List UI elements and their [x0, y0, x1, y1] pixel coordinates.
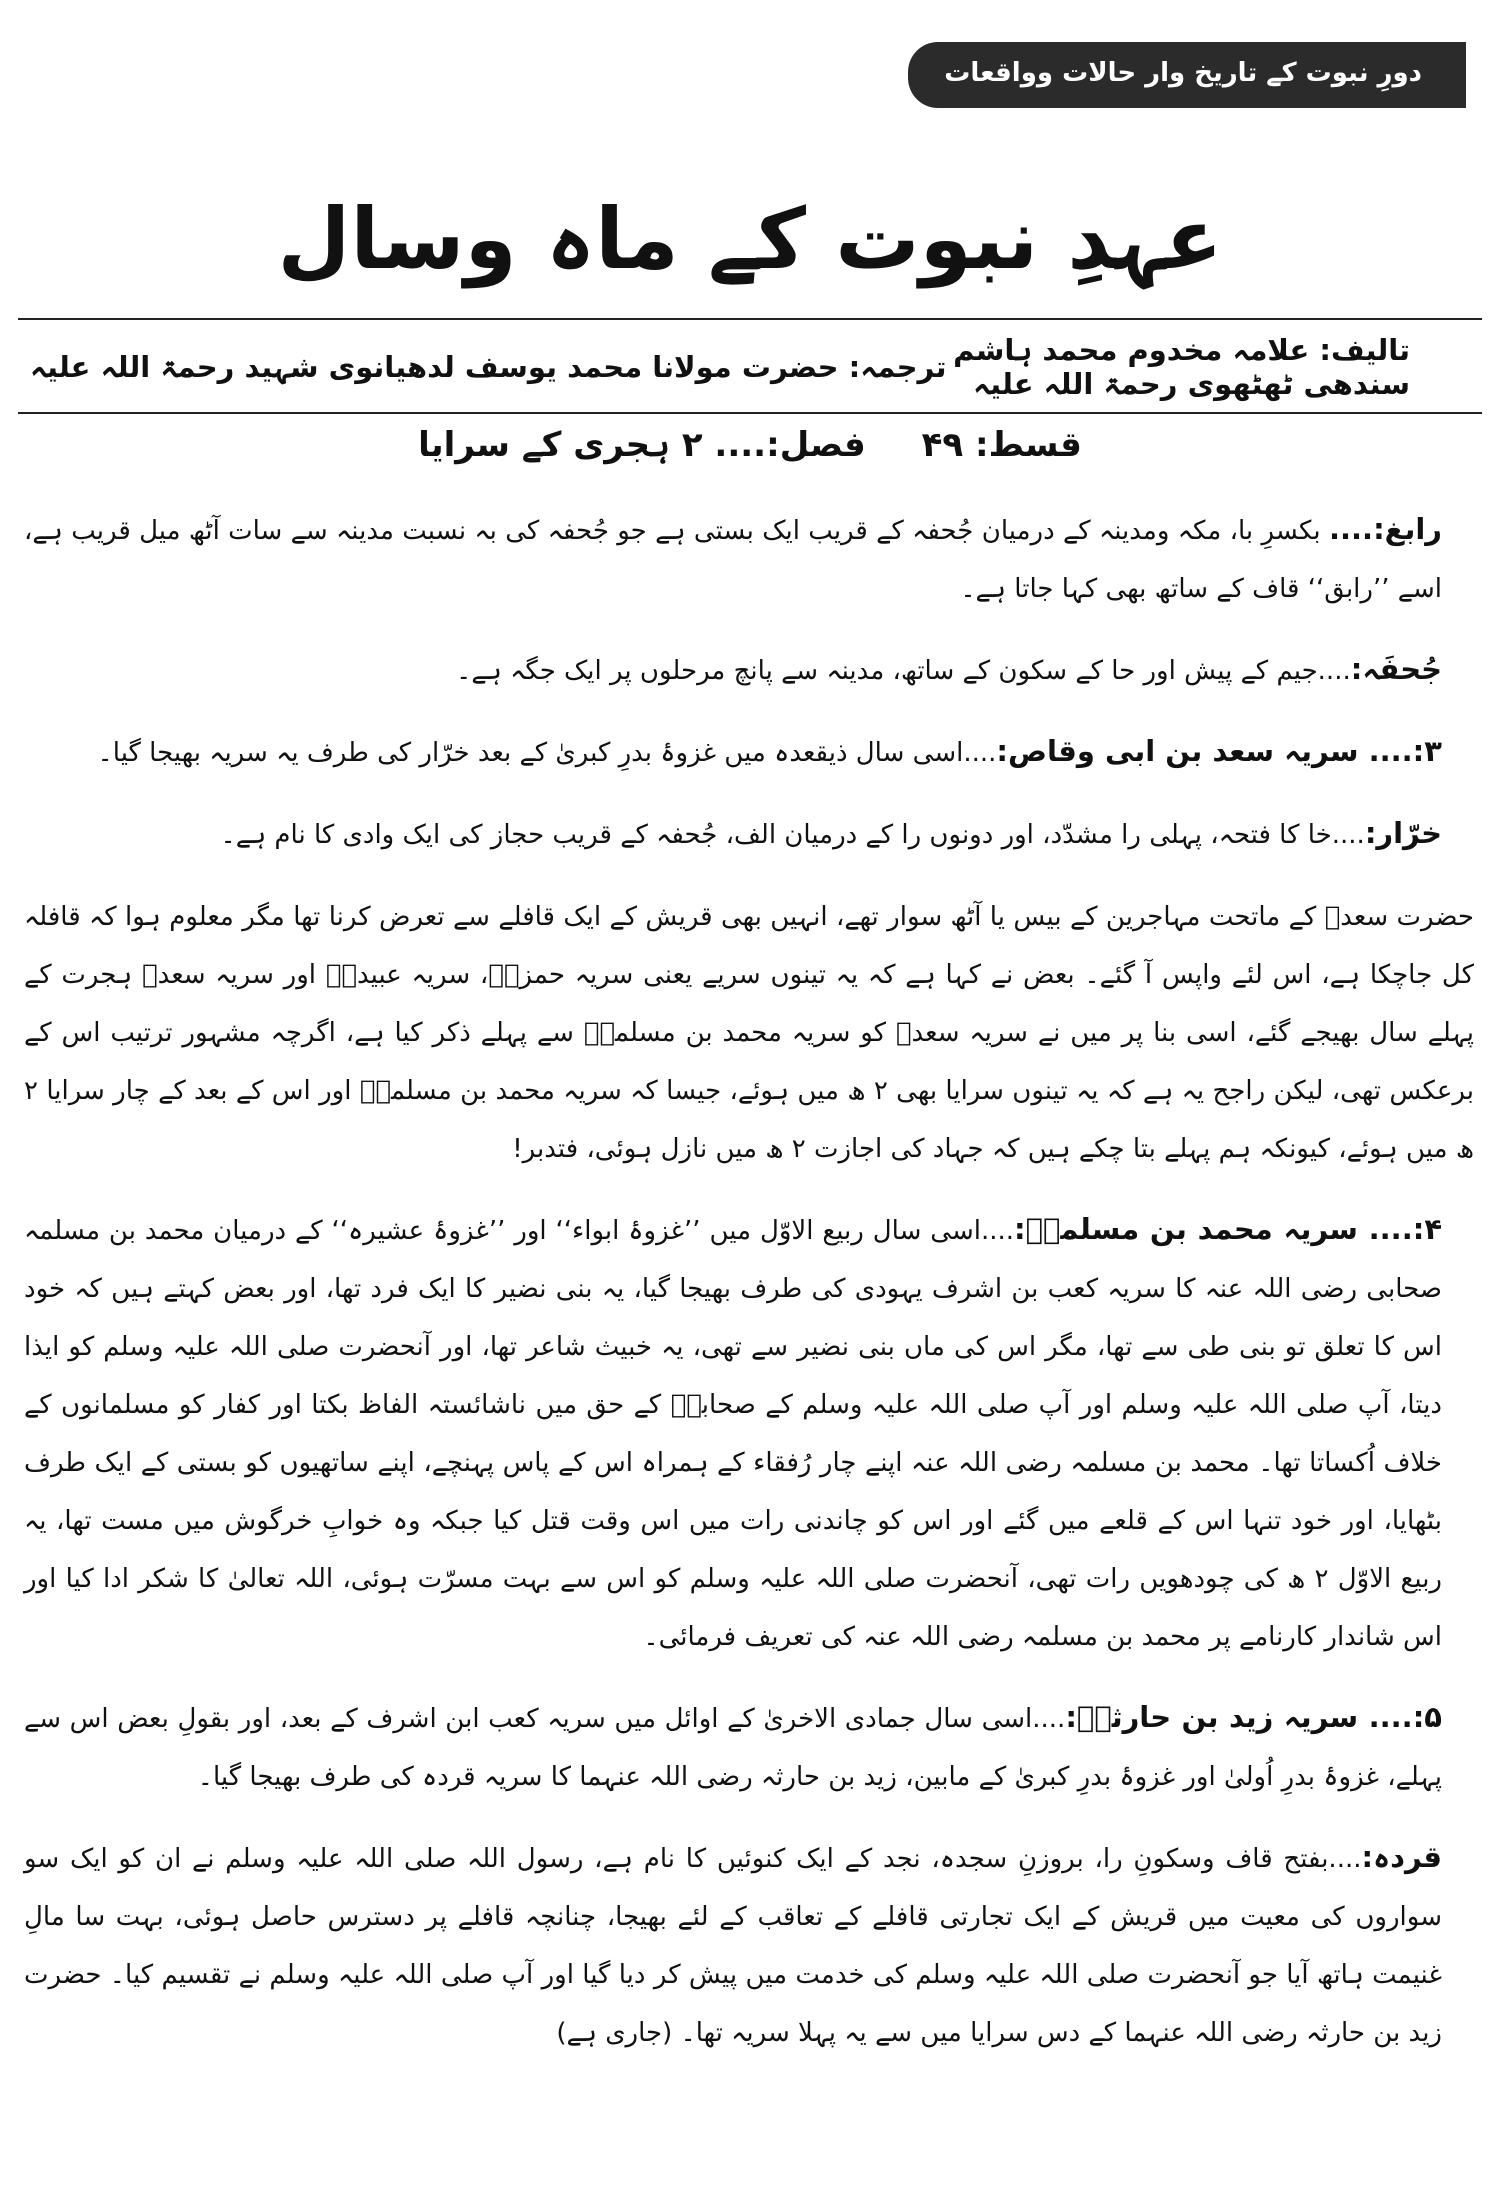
- paragraph-text: ....اسی سال ذیقعدہ میں غزوۂ بدرِ کبریٰ کے بعد خرّار کی طرف یہ سریہ بھیجا گیا۔: [97, 738, 997, 768]
- paragraph-text: ....اسی سال جمادی الاخریٰ کے اوائل میں سریہ کعب ابن اشرف کے بعد، اور بقولِ بعض اس سے پہلے، غزوۂ بدرِ اُولیٰ اور غزوۂ بدرِ کبریٰ کے مابین، زید بن حارثہ رضی اللہ عنہما کا سریہ قردہ کی طرف بھیجا گیا۔: [24, 1704, 1442, 1792]
- installment-heading: [0, 424, 1500, 465]
- author-credit: تالیف: علامہ مخدوم محمد ہاشم سندھی ٹھٹھوی رحمۃ اللہ علیہ: [953, 333, 1410, 401]
- paragraph: [24, 1688, 1474, 1806]
- paragraph-text: ....بفتح قاف وسکونِ را، بروزنِ سجدہ، نجد کے ایک کنوئیں کا نام ہے، رسول اللہ صلی اللہ علیہ وسلم نے ان کو ایک سو سواروں کی معیت میں قریش کے ایک تجارتی قافلے کے تعاقب کے لئے بھیجا، چنانچہ قافلے پر دسترس حاصل ہوئی، بہت سا مالِ غنیمت ہاتھ آیا جو آنحضرت صلی اللہ علیہ وسلم کی خدمت میں پیش کر دیا گیا اور آپ صلی اللہ علیہ وسلم نے تقسیم کیا۔ حضرت زید بن حارثہ رضی اللہ عنہما کے دس سرایا میں سے یہ پہلا سریہ تھا۔ (جاری ہے): [24, 1844, 1442, 2048]
- divider-top: [18, 318, 1482, 320]
- paragraph-lead: ۵:.... سریہ زید بن حارثہؓ:: [1065, 1700, 1442, 1734]
- paragraph-lead: ۳:.... سریہ سعد بن ابی وقاص:: [996, 734, 1442, 768]
- article-body: [24, 500, 1474, 2084]
- installment-number: قسط: ۴۹: [921, 425, 1082, 465]
- paragraph: [24, 1828, 1474, 2062]
- paragraph-text: ....جیم کے پیش اور حا کے سکون کے ساتھ، مدینہ سے پانچ مرحلوں پر ایک جگہ ہے۔: [456, 656, 1351, 686]
- translator-credit: ترجمہ: حضرت مولانا محمد یوسف لدھیانوی شہید رحمۃ اللہ علیہ: [30, 350, 947, 384]
- chapter-title: فصل:.... ۲ ہجری کے سرایا: [418, 425, 866, 465]
- byline: [30, 332, 1470, 402]
- paragraph-text: حضرت سعدؓ کے ماتحت مہاجرین کے بیس یا آٹھ سوار تھے، انہیں بھی قریش کے ایک قافلے سے تعرض کرنا تھا مگر معلوم ہوا کہ قافلہ کل جاچکا ہے، اس لئے واپس آ گئے۔ بعض نے کہا ہے کہ یہ تینوں سریے یعنی سریہ حمزہؓ، سریہ عبیدہؓ اور سریہ سعدؓ ہجرت کے پہلے سال بھیجے گئے، اسی بنا پر میں نے سریہ سعدؓ کو سریہ محمد بن مسلمہؓ سے پہلے ذکر کیا ہے، اگرچہ مشہور ترتیب اس کے برعکس تھی، لیکن راجح یہ ہے کہ یہ تینوں سرایا بھی ۲ ھ میں ہوئے، جیسا کہ سریہ محمد بن مسلمہؓ اور اس کے بعد کے چار سرایا ۲ ھ میں ہوئے، کیونکہ ہم پہلے بتا چکے ہیں کہ جہاد کی اجازت ۲ ھ میں نازل ہوئی، فتدبر!: [24, 902, 1474, 1164]
- paragraph-lead: خرّار:: [1364, 816, 1442, 850]
- paragraph-lead: ۴:.... سریہ محمد بن مسلمہؓ:: [1014, 1212, 1443, 1246]
- divider-bottom: [18, 412, 1482, 414]
- page-title: عہدِ نبوت کے ماہ وسال: [277, 190, 1223, 288]
- paragraph-lead: قردہ:: [1361, 1840, 1442, 1874]
- paragraph-lead: جُحفَہ:: [1350, 652, 1442, 686]
- paragraph: [24, 640, 1474, 700]
- paragraph-lead: رابغ:....: [1329, 512, 1442, 546]
- paragraph-text: بکسرِ با، مکہ ومدینہ کے درمیان جُحفہ کے قریب ایک بستی ہے جو جُحفہ کی بہ نسبت مدینہ سے سات آٹھ میل قریب ہے، اسے ’’رابق‘‘ قاف کے ساتھ بھی کہا جاتا ہے۔: [24, 516, 1442, 604]
- paragraph: [24, 1200, 1474, 1666]
- series-badge: دورِ نبوت کے تاریخ وار حالات وواقعات: [908, 42, 1466, 108]
- paragraph-text: ....اسی سال ربیع الاوّل میں ’’غزوۂ ابواء‘‘ اور ’’غزوۂ عشیرہ‘‘ کے درمیان محمد بن مسلمہ صحابی رضی اللہ عنہ کا سریہ کعب بن اشرف یہودی کی طرف بھیجا گیا، یہ بنی نضیر کا ایک فرد تھا، اور بعض کہتے ہیں کہ خود اس کا تعلق تو بنی طی سے تھا، مگر اس کی ماں بنی نضیر سے تھی، یہ خبیث شاعر تھا، اور آنحضرت صلی اللہ علیہ وسلم کو ایذا دیتا، آپ صلی اللہ علیہ وسلم اور آپ صلی اللہ علیہ وسلم کے صحابہؓ کے حق میں ناشائستہ الفاظ بکتا اور کفار کو مسلمانوں کے خلاف اُکساتا تھا۔ محمد بن مسلمہ رضی اللہ عنہ اپنے چار رُفقاء کے ہمراہ اس کے پاس پہنچے، اپنے ساتھیوں کو بستی کے ایک طرف بٹھایا، اور خود تنہا اس کے قلعے میں گئے اور اس کو چاندنی رات میں اس وقت قتل کیا جبکہ وہ خوابِ خرگوش میں مست تھا، یہ ربیع الاوّل ۲ ھ کی چودھویں رات تھی، آنحضرت صلی اللہ علیہ وسلم کو اس سے بہت مسرّت ہوئی، اللہ تعالیٰ کا شکر ادا کیا اور اس شاندار کارنامے پر محمد بن مسلمہ رضی اللہ عنہ کی تعریف فرمائی۔: [24, 1216, 1442, 1652]
- paragraph: [24, 804, 1474, 864]
- paragraph: [24, 500, 1474, 618]
- paragraph: [24, 886, 1474, 1178]
- paragraph: [24, 722, 1474, 782]
- paragraph-text: ....خا کا فتحہ، پہلی را مشدّد، اور دونوں را کے درمیان الف، جُحفہ کے قریب حجاز کی ایک وادی کا نام ہے۔: [220, 820, 1365, 850]
